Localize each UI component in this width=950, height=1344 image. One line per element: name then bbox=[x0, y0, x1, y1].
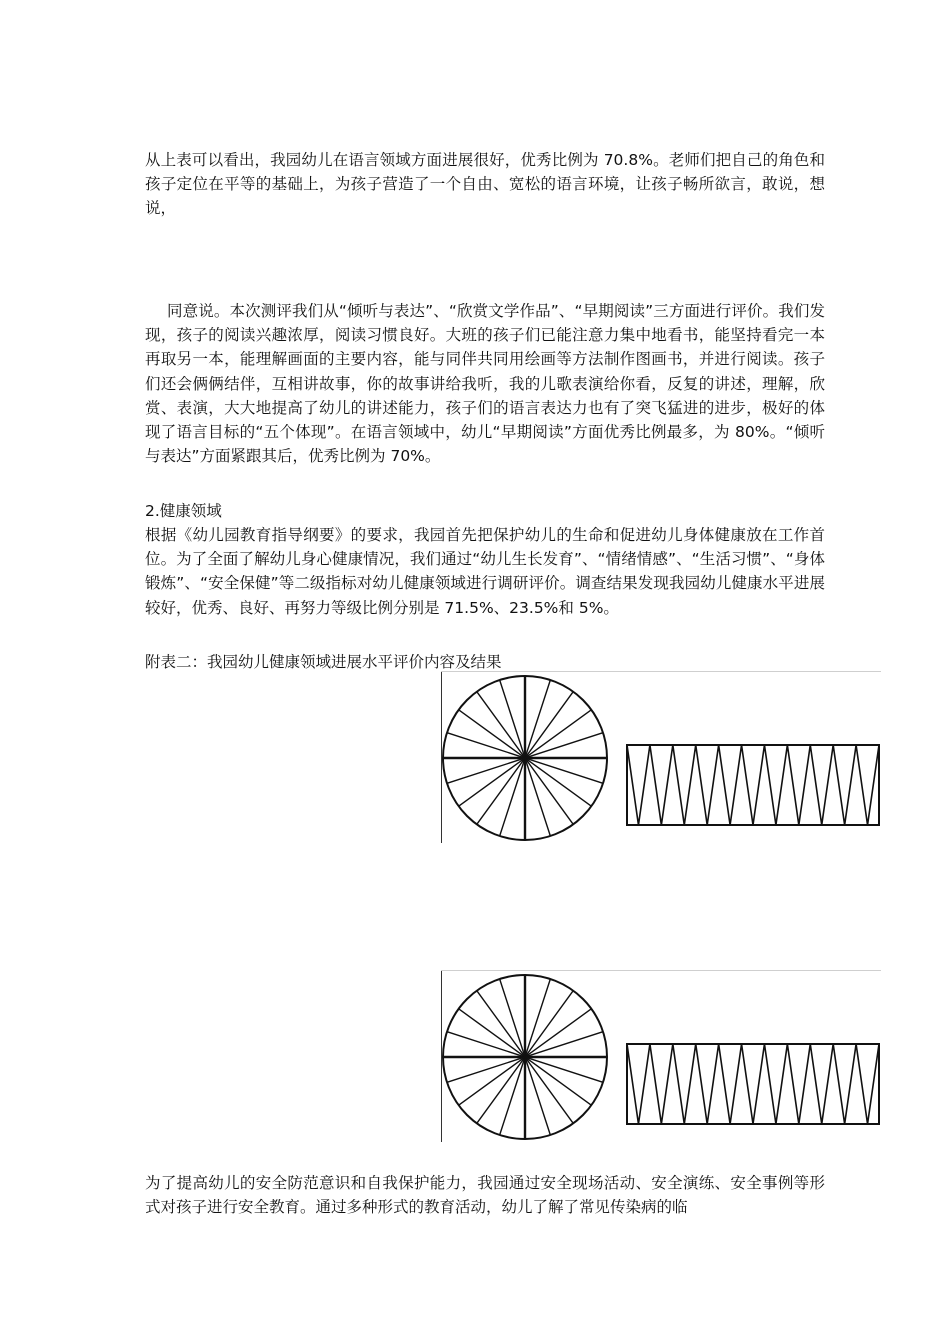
paragraph-safety: 为了提高幼儿的安全防范意识和自我保护能力，我园通过安全现场活动、安全演练、安全事例等形式对孩子进行安全教育。通过多种形式的教育活动，幼儿了解了常见传染病的临 bbox=[145, 1174, 825, 1217]
zigzag-pattern-icon bbox=[627, 1044, 879, 1124]
figure-1-graphic bbox=[441, 671, 881, 843]
paragraph-health-summary: 根据《幼儿园教育指导纲要》的要求，我园首先把保护幼儿的生命和促进幼儿身体健康放在工作首位。为了全面了解幼儿身心健康情况，我们通过“幼儿生长发育”、“情绪情感”、“生活习惯”、“身体锻炼”、“安全保健”等二级指标对幼儿健康领域进行调研评价。调查结果发现我园幼儿健康水平进展较好，优秀、良好、再努力等级比例分别是 71.5%、23.5%和 5%。 bbox=[145, 526, 825, 617]
zigzag-pattern-icon bbox=[627, 745, 879, 825]
table-caption: 附表二：我园幼儿健康领域进展水平评价内容及结果 bbox=[145, 653, 502, 671]
section-heading-health: 2.健康领域 bbox=[145, 502, 222, 520]
placeholder-figure-1 bbox=[441, 671, 881, 843]
paragraph-language-summary: 从上表可以看出，我园幼儿在语言领域方面进展很好，优秀比例为 70.8%。老师们把自己的角色和孩子定位在平等的基础上，为孩子营造了一个自由、宽松的语言环境，让孩子畅所欲言，敢说，想说， bbox=[145, 151, 825, 218]
spoked-wheel-icon bbox=[443, 975, 607, 1139]
spoked-wheel-icon bbox=[443, 676, 607, 840]
placeholder-figure-2 bbox=[441, 970, 881, 1142]
paragraph-language-detail: 同意说。本次测评我们从“倾听与表达”、“欣赏文学作品”、“早期阅读”三方面进行评价。我们发现，孩子的阅读兴趣浓厚，阅读习惯良好。大班的孩子们已能注意力集中地看书，能坚持看完一本再取另一本，能理解画面的主要内容，能与同伴共同用绘画等方法制作图画书，并进行阅读。孩子们还会俩俩结伴，互相讲故事，你的故事讲给我听，我的儿歌表演给你看，反复的讲述，理解，欣赏、表演，大大地提高了幼儿的讲述能力，孩子们的语言表达力也有了突飞猛进的进步，极好的体现了语言目标的“五个体现”。在语言领域中，幼儿“早期阅读”方面优秀比例最多，为 80%。“倾听与表达”方面紧跟其后，优秀比例为 70%。 bbox=[145, 302, 825, 466]
figure-2-graphic bbox=[441, 970, 881, 1142]
